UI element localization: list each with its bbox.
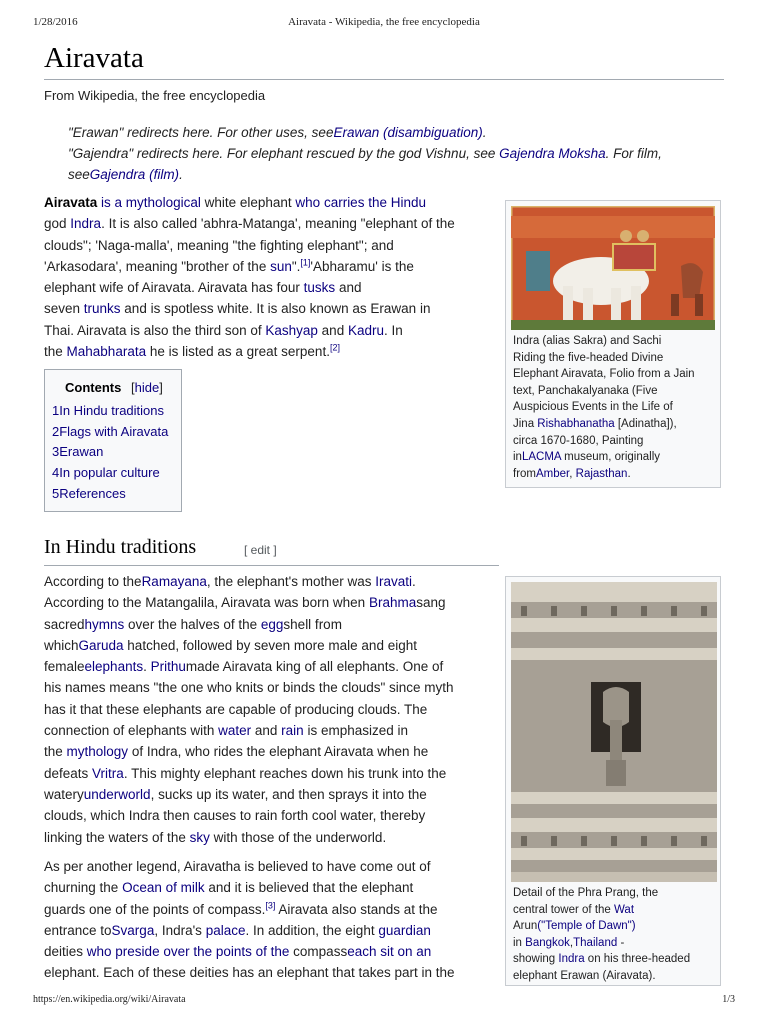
page-title: Airavata (44, 42, 144, 74)
wiki-link[interactable]: Indra (70, 216, 102, 232)
text-run: central tower of the (513, 903, 614, 916)
wiki-link[interactable]: Svarga (111, 922, 155, 938)
text-run: deities (44, 944, 84, 960)
text-line (44, 341, 504, 362)
text-run: and (317, 322, 348, 338)
text-line (513, 466, 719, 483)
text-run: . (143, 659, 151, 675)
wiki-link[interactable]: Mahabharata (66, 344, 147, 360)
text-line (513, 902, 719, 919)
text-line (513, 449, 719, 466)
hatnote-mid: . For film, (605, 146, 662, 161)
text-line (44, 614, 504, 635)
wiki-link[interactable]: Amber (536, 467, 570, 480)
text-run: entrance to (44, 922, 112, 938)
temple-caption (513, 885, 719, 985)
text-line (44, 635, 504, 656)
text-run: Arun (513, 920, 538, 933)
text-run: Indra (alias Sakra) and Sachi (513, 335, 662, 347)
text-line (44, 784, 504, 805)
wiki-link[interactable]: each sit on an (347, 944, 432, 960)
wiki-link[interactable]: who preside over the points of the (83, 944, 294, 960)
text-line (44, 877, 504, 898)
table-of-contents (44, 369, 182, 512)
text-run: his names means "the one who knits or binds the clouds" since myth (44, 680, 454, 696)
citation (330, 343, 340, 353)
text-run: and it is believed that the elephant (204, 880, 414, 896)
text-run: in (513, 936, 526, 949)
hatnote-end: . (482, 125, 487, 140)
gajendra-film-link[interactable]: Gajendra (film) (89, 167, 180, 182)
wiki-link[interactable]: Prithu (150, 659, 186, 675)
text-run: and (251, 723, 282, 739)
text-line (44, 571, 504, 592)
erawan-disambiguation-link[interactable]: Erawan (disambiguation) (333, 125, 483, 140)
text-run: elephant Erawan (Airavata). (513, 969, 656, 982)
wiki-link[interactable]: Bangkok (525, 936, 570, 949)
wiki-link[interactable]: Wat (614, 903, 635, 916)
wiki-link[interactable]: is a mythological (97, 195, 205, 210)
hatnote-end: . (179, 167, 183, 182)
wiki-link[interactable]: hymns (84, 616, 125, 632)
text-run: from (513, 467, 536, 480)
text-run: is emphasized in (303, 723, 408, 739)
toc-item-popular-culture[interactable]: 4In popular culture (52, 465, 160, 481)
text-run: over the halves of the (124, 616, 261, 632)
text-line (513, 416, 719, 433)
text-run: . (627, 467, 631, 480)
text-run: Riding the five-headed Divine (513, 351, 664, 364)
wiki-link[interactable]: Kadru (347, 322, 384, 338)
text-run: Thai. Airavata is also the third son of (44, 322, 266, 338)
text-run: sang (416, 595, 446, 611)
text-run: Airavata also stands at the (275, 901, 438, 917)
text-run: clouds, which Indra then causes to rain forth cool water, thereby (44, 808, 426, 824)
text-line (513, 333, 719, 350)
text-run: and is spotless white. It is also known as Erawan in (120, 301, 431, 317)
text-run: ". (291, 258, 301, 274)
temple-image[interactable] (511, 582, 717, 882)
wiki-link[interactable]: Indra (558, 953, 585, 966)
text-run: watery (44, 786, 84, 802)
text-line (513, 350, 719, 367)
toc-hide-link[interactable]: hide (134, 380, 160, 395)
title-divider (44, 79, 724, 80)
text-run: According to the Matangalila, Airavata was born when (44, 595, 369, 611)
wiki-link[interactable]: Brahma (368, 595, 417, 611)
toc-item-hindu-traditions[interactable]: 1In Hindu traditions (52, 403, 165, 418)
text-run: . This mighty elephant reaches down his trunk into the (123, 765, 447, 781)
text-line (44, 763, 504, 784)
text-run: shell from (283, 616, 342, 632)
text-line (44, 941, 504, 962)
wiki-link[interactable]: Rishabhanatha (537, 417, 615, 430)
toc-item-flags[interactable]: 2Flags with Airavata (52, 423, 169, 439)
text-run: made Airavata king of all elephants. One of (185, 659, 444, 675)
wiki-link[interactable]: Vritra (92, 765, 124, 781)
section-edit-link[interactable]: [ edit ] (244, 543, 277, 557)
text-line (44, 592, 504, 613)
text-run: white elephant (204, 195, 292, 210)
text-run: , Indra's (154, 922, 206, 938)
text-run: he is listed as a great serpent. (146, 344, 330, 360)
wiki-link[interactable]: Thailand (573, 936, 618, 949)
text-run: , (569, 467, 576, 480)
text-line (513, 383, 719, 400)
print-page-number: 1/3 (722, 994, 735, 1005)
text-line (44, 320, 504, 341)
wiki-link[interactable]: water (218, 723, 252, 739)
text-run: guards one of the points of compass. (44, 901, 266, 917)
wiki-link[interactable]: ("Temple of Dawn") (537, 920, 636, 933)
print-title: Airavata - Wikipedia, the free encyclopedia (288, 16, 480, 28)
citation-link[interactable]: [1] (300, 257, 311, 268)
toc-item-erawan[interactable]: 3Erawan (52, 444, 104, 460)
text-run: the (44, 744, 67, 760)
text-run: showing (513, 953, 559, 966)
text-line (513, 433, 719, 450)
thumbnail-painting (505, 200, 721, 488)
wiki-link[interactable]: underworld (83, 786, 151, 802)
text-line (513, 968, 719, 985)
print-date: 1/28/2016 (33, 16, 78, 28)
text-run: with those of the underworld. (209, 829, 387, 845)
toc-hide-toggle[interactable]: [hide] (131, 380, 163, 395)
text-run: text, Panchakalyanaka (Five (513, 384, 658, 397)
citation (265, 900, 275, 910)
print-url: https://en.wikipedia.org/wiki/Airavata (33, 994, 186, 1005)
text-run: has it that these elephants are capable of producing clouds. The (44, 701, 428, 717)
text-run: Auspicious Events in the Life of (513, 401, 673, 414)
text-run: . It is also called 'abhra-Matanga', meaning "elephant of the (101, 216, 455, 232)
article-subject: Airavata (44, 195, 98, 210)
text-run: . In addition, the eight (245, 922, 379, 938)
hindu-traditions-paragraph-1 (44, 571, 504, 848)
wiki-link[interactable]: Rajasthan (575, 467, 628, 480)
thumbnail-temple (505, 576, 721, 986)
text-line (513, 935, 719, 952)
gajendra-moksha-link[interactable]: Gajendra Moksha (499, 146, 606, 161)
wiki-link[interactable]: Kashyap (265, 322, 318, 338)
painting-caption (513, 333, 719, 482)
text-run: , the elephant's mother was (206, 574, 376, 589)
text-line (44, 720, 504, 741)
wiki-link[interactable]: trunks (83, 301, 121, 317)
text-run: and (335, 280, 362, 296)
painting-image[interactable] (511, 206, 715, 330)
text-line (44, 805, 504, 826)
citation-link[interactable]: [3] (265, 900, 276, 911)
citation (300, 257, 310, 267)
text-run: hatched, followed by seven more male and eight (123, 637, 417, 653)
hatnote-text: "Gajendra" redirects here. For elephant rescued by the god Vishnu, see (68, 146, 500, 161)
text-run: churning the (44, 880, 123, 896)
text-line (513, 399, 719, 416)
text-run: linking the waters of the (44, 829, 190, 845)
text-line (44, 920, 504, 941)
text-line (44, 235, 504, 256)
text-run: , sucks up its water, and then sprays it into the (150, 786, 427, 802)
wiki-link[interactable]: palace (205, 922, 246, 938)
text-run: in (513, 451, 522, 464)
text-line (513, 951, 719, 968)
text-line (44, 827, 504, 848)
text-run: 'Arkasodara', meaning "brother of the (44, 258, 271, 274)
hatnote-text: "Erawan" redirects here. For other uses, see (68, 125, 334, 140)
wiki-link[interactable]: Garuda (78, 637, 124, 653)
text-line (513, 918, 719, 935)
text-run: god (44, 216, 71, 232)
toc-title: Contents (65, 380, 122, 395)
wiki-link[interactable]: Iravati (375, 574, 413, 589)
text-line (44, 656, 504, 677)
text-line (44, 962, 504, 983)
text-run: . (412, 574, 416, 589)
text-run: elephant wife of Airavata. Airavata has four (44, 280, 304, 296)
wiki-link[interactable]: sky (189, 829, 210, 845)
text-line (44, 192, 504, 213)
text-line (44, 677, 504, 698)
citation-link[interactable]: [2] (329, 342, 340, 353)
text-line (44, 256, 504, 277)
toc-item-references[interactable]: 5References (52, 485, 126, 501)
hatnote-gajendra (68, 143, 718, 185)
section-heading-hindu-traditions: In Hindu traditions (44, 536, 197, 558)
wiki-link[interactable]: egg (260, 616, 284, 632)
wiki-link[interactable]: rain (281, 723, 304, 739)
wiki-link[interactable]: guardian (378, 922, 431, 938)
wiki-link[interactable]: Ramayana (141, 574, 207, 589)
text-run: seven (44, 301, 84, 317)
text-run: compass (293, 944, 348, 960)
text-run: which (44, 637, 79, 653)
hatnote-erawan (68, 122, 718, 143)
hatnote-text: see (68, 167, 90, 182)
text-run: on his three-headed (584, 953, 691, 966)
wiki-link[interactable]: mythology (66, 744, 129, 760)
text-run: Elephant Airavata, Folio from a Jain (513, 368, 695, 381)
text-run: circa 1670-1680, Painting (513, 434, 644, 447)
text-run: elephant. Each of these deities has an elephant that takes part in the (44, 965, 455, 981)
wiki-link[interactable]: tusks (303, 280, 336, 296)
text-line (44, 699, 504, 720)
tagline: From Wikipedia, the free encyclopedia (44, 88, 266, 103)
text-run: of Indra, who rides the elephant Airavata when he (128, 744, 429, 760)
text-run: sacred (44, 616, 85, 632)
text-run: female (44, 659, 85, 675)
wiki-link[interactable]: sun (270, 258, 292, 274)
text-line (44, 741, 504, 762)
text-run: [Adinatha]), (614, 417, 677, 430)
text-line (513, 885, 719, 902)
text-line (44, 856, 504, 877)
section-divider (44, 565, 499, 566)
text-run: connection of elephants with (44, 723, 219, 739)
wiki-link[interactable]: Ocean of milk (122, 880, 205, 896)
text-line (44, 213, 504, 234)
text-run: the (44, 344, 67, 360)
text-line (44, 899, 504, 920)
text-run: Detail of the Phra Prang, the (513, 887, 659, 899)
text-run: museum, originally (560, 451, 661, 464)
wiki-link[interactable]: elephants (84, 659, 144, 675)
text-run: 'Abharamu' is the (310, 258, 414, 274)
intro-paragraph (44, 192, 504, 362)
toc-list (52, 403, 168, 506)
wiki-link[interactable]: LACMA (521, 451, 561, 464)
text-run: As per another legend, Airavatha is believed to have come out of (44, 859, 431, 874)
text-run: clouds"; 'Naga-malla', meaning "the fighting elephant"; and (44, 237, 394, 253)
hindu-traditions-paragraph-2 (44, 856, 504, 984)
text-run: - (617, 936, 625, 949)
text-run: According to the (44, 574, 142, 589)
text-run: defeats (44, 765, 93, 781)
text-run: Jina (513, 417, 538, 430)
text-run: , (569, 936, 574, 949)
text-line (513, 366, 719, 383)
text-line (44, 277, 504, 298)
text-run: . In (383, 322, 403, 338)
wiki-link[interactable]: who carries the Hindu (291, 195, 426, 210)
text-line (44, 298, 504, 319)
